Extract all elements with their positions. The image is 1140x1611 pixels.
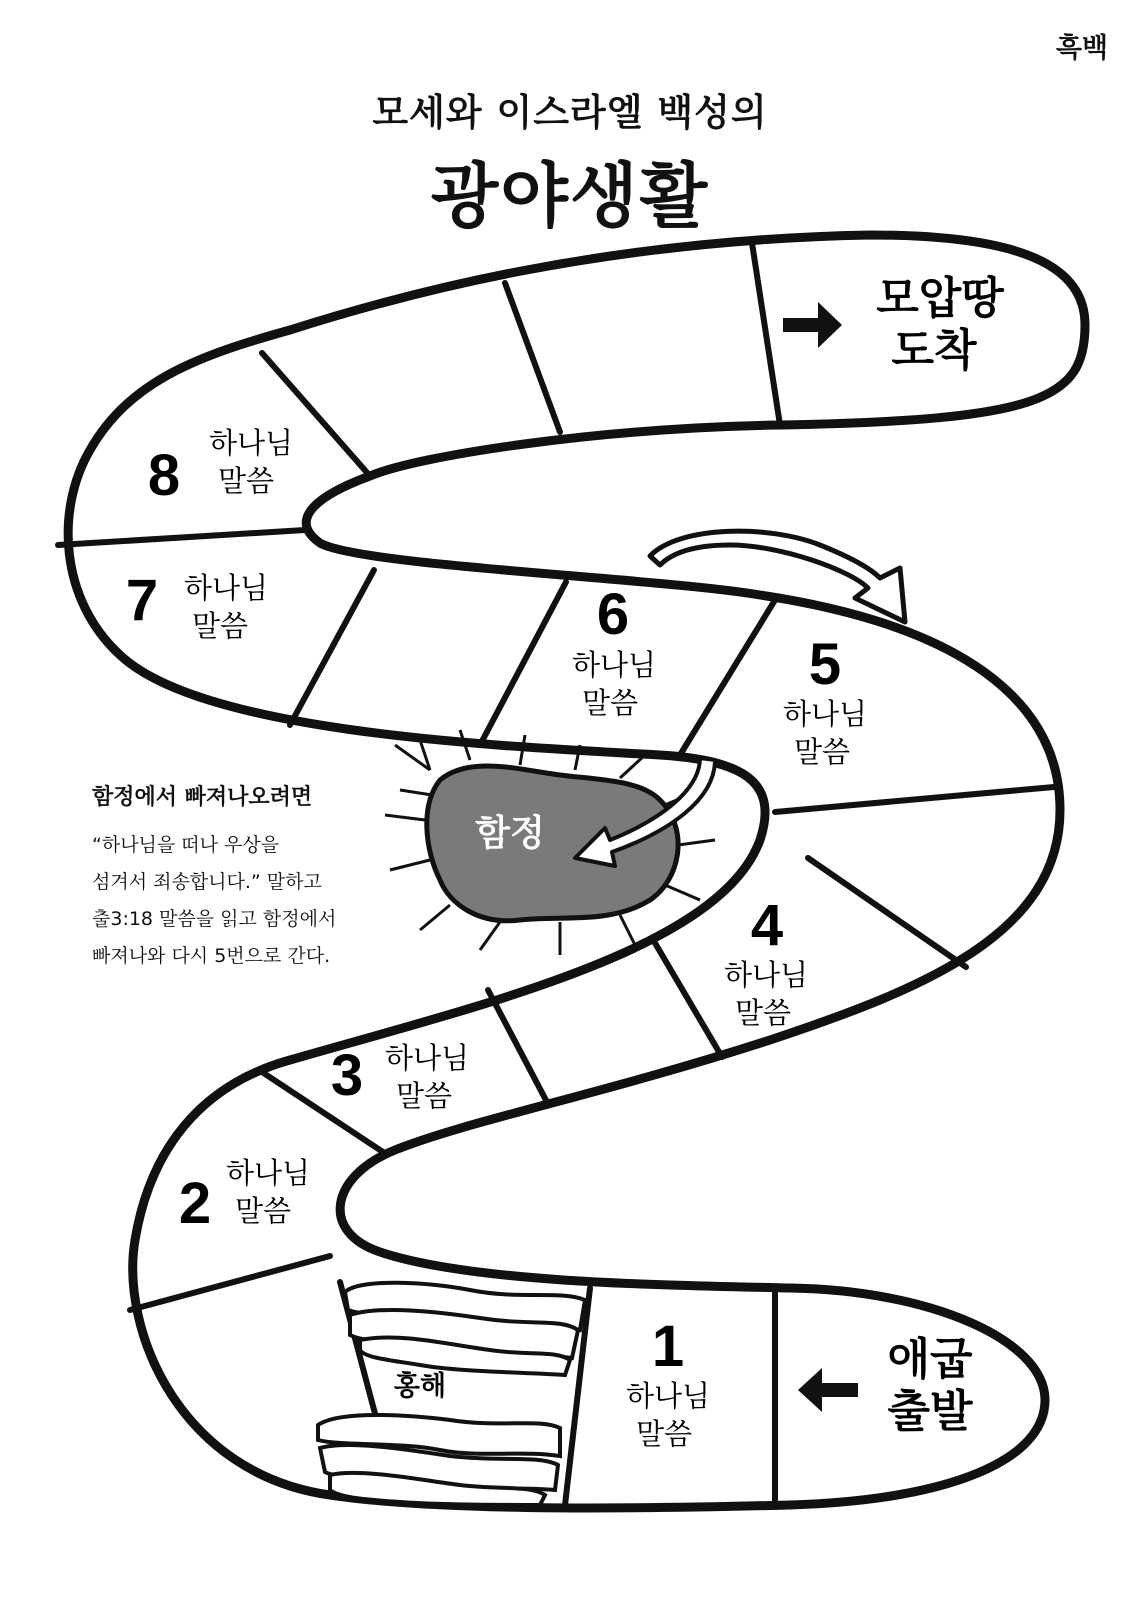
space-number: 3	[330, 1043, 364, 1108]
space-number: 5	[808, 632, 842, 697]
space-label: 하나님	[571, 648, 657, 682]
space-label: 말씀	[217, 464, 275, 498]
trap-label: 함정	[475, 813, 545, 854]
space-label: 말씀	[793, 735, 851, 769]
space-label: 하나님	[625, 1379, 711, 1413]
trap-rule-line: 출3:18 말씀을 읽고 함정에서	[92, 908, 337, 930]
space-label: 말씀	[581, 686, 639, 720]
trap-rule-line: 섬겨서 죄송합니다.” 말하고	[92, 871, 322, 893]
trap-pit-icon	[385, 730, 715, 955]
space-label: 하나님	[208, 426, 294, 460]
space-number: 2	[178, 1171, 212, 1236]
page-title: 광야생활	[430, 155, 710, 237]
space-label: 말씀	[395, 1079, 453, 1113]
trap-rule	[92, 780, 422, 975]
space-label: 말씀	[191, 609, 249, 643]
space-number: 6	[596, 582, 630, 647]
space-label: 하나님	[225, 1156, 311, 1190]
space-number: 8	[147, 443, 181, 508]
finish-line1: 모압땅	[876, 273, 1004, 324]
trap-rule-line: 빠져나와 다시 5번으로 간다.	[92, 945, 331, 967]
space-number: 7	[125, 568, 159, 633]
start-line1: 애굽	[887, 1334, 973, 1385]
space-number: 1	[651, 1314, 685, 1379]
red-sea-label: 홍해	[393, 1371, 447, 1402]
space-label: 하나님	[384, 1041, 470, 1075]
space-label: 말씀	[234, 1194, 292, 1228]
space-label: 하나님	[782, 697, 868, 731]
space-label: 하나님	[183, 571, 269, 605]
page-subtitle: 모세와 이스라엘 백성의	[372, 91, 768, 134]
finish-line2: 도착	[891, 325, 977, 376]
color-mode-label: 흑백	[1055, 33, 1108, 64]
space-label: 말씀	[734, 996, 792, 1030]
space-label: 하나님	[723, 958, 809, 992]
start-line2: 출발	[887, 1386, 973, 1437]
space-label: 말씀	[635, 1417, 693, 1451]
space-number: 4	[750, 893, 784, 958]
trap-rule-line: “하나님을 떠나 우상을	[92, 834, 280, 856]
trap-rule-title: 함정에서 빠져나오려면	[92, 785, 313, 810]
